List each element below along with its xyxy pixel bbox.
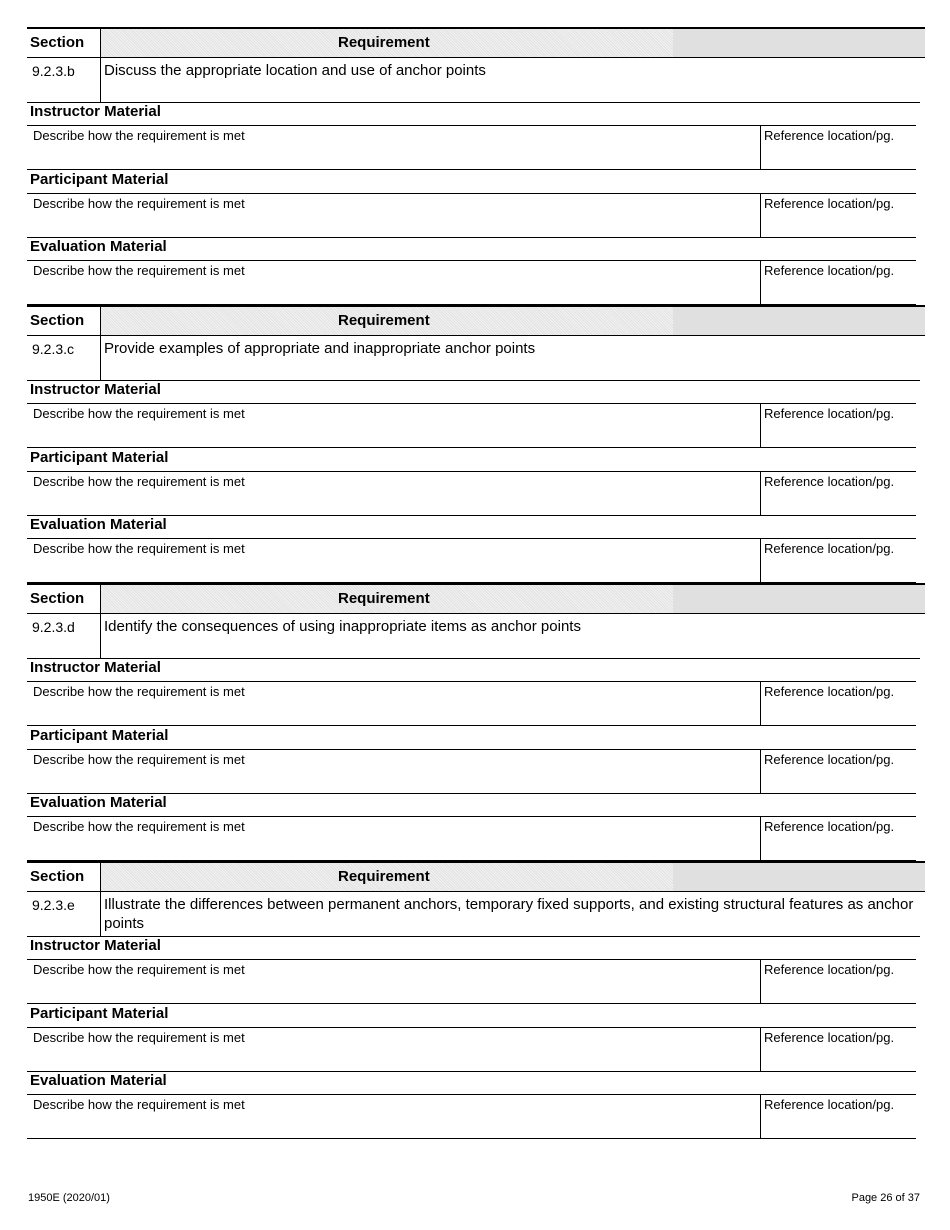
reference-field[interactable]: Reference location/pg. [764, 406, 895, 421]
page-number: Page 26 of 37 [851, 1192, 920, 1204]
describe-field[interactable]: Describe how the requirement is met [33, 263, 245, 278]
participant-material-row [27, 193, 916, 238]
requirement-text: Discuss the appropriate location and use of anchor points [104, 62, 486, 79]
requirement-text: Identify the consequences of using inappropriate items as anchor points [104, 618, 581, 635]
requirement-row [27, 58, 920, 103]
requirement-row [27, 614, 920, 659]
evaluation-material-row [27, 1094, 916, 1139]
table-header [27, 305, 925, 336]
form-id: 1950E (2020/01) [28, 1192, 110, 1204]
requirement-text: Provide examples of appropriate and inappropriate anchor points [104, 340, 536, 357]
reference-field[interactable]: Reference location/pg. [764, 263, 895, 278]
participant-material-row [27, 749, 916, 794]
requirement-text: Illustrate the differences between permanent anchors, temporary fixed supports, and existing structural features as anchor points [104, 896, 914, 932]
participant-material-title: Participant Material [30, 1005, 169, 1022]
reference-field[interactable]: Reference location/pg. [764, 474, 895, 489]
describe-field[interactable]: Describe how the requirement is met [33, 474, 245, 489]
reference-field[interactable]: Reference location/pg. [764, 684, 895, 699]
reference-field[interactable]: Reference location/pg. [764, 962, 895, 977]
requirement-row [27, 892, 920, 937]
requirement-row [27, 336, 920, 381]
instructor-material-title: Instructor Material [30, 381, 161, 398]
table-header [27, 27, 925, 58]
describe-field[interactable]: Describe how the requirement is met [33, 406, 245, 421]
requirement-header-cell [100, 307, 925, 335]
evaluation-material-row [27, 260, 916, 305]
reference-field[interactable]: Reference location/pg. [764, 819, 895, 834]
describe-field[interactable]: Describe how the requirement is met [33, 541, 245, 556]
evaluation-material-title: Evaluation Material [30, 238, 167, 255]
section-number: 9.2.3.b [32, 63, 75, 79]
instructor-material-row [27, 125, 916, 170]
reference-field[interactable]: Reference location/pg. [764, 128, 895, 143]
evaluation-material-title: Evaluation Material [30, 516, 167, 533]
requirement-header-cell [100, 29, 925, 57]
describe-field[interactable]: Describe how the requirement is met [33, 962, 245, 977]
reference-field[interactable]: Reference location/pg. [764, 196, 895, 211]
section-number: 9.2.3.d [32, 619, 75, 635]
evaluation-material-row [27, 538, 916, 583]
section-number: 9.2.3.e [32, 897, 75, 913]
instructor-material-row [27, 959, 916, 1004]
describe-field[interactable]: Describe how the requirement is met [33, 1030, 245, 1045]
requirement-header: Requirement [338, 868, 430, 885]
requirement-block [27, 27, 925, 305]
table-header [27, 861, 925, 892]
requirement-header: Requirement [338, 312, 430, 329]
requirements-form [27, 27, 925, 1139]
describe-field[interactable]: Describe how the requirement is met [33, 684, 245, 699]
section-header: Section [30, 868, 85, 885]
instructor-material-title: Instructor Material [30, 659, 161, 676]
section-header: Section [30, 590, 85, 607]
describe-field[interactable]: Describe how the requirement is met [33, 128, 245, 143]
describe-field[interactable]: Describe how the requirement is met [33, 196, 245, 211]
instructor-material-row [27, 403, 916, 448]
instructor-material-row [27, 681, 916, 726]
describe-field[interactable]: Describe how the requirement is met [33, 752, 245, 767]
reference-field[interactable]: Reference location/pg. [764, 541, 895, 556]
evaluation-material-title: Evaluation Material [30, 794, 167, 811]
requirement-header: Requirement [338, 34, 430, 51]
requirement-block [27, 861, 925, 1139]
describe-field[interactable]: Describe how the requirement is met [33, 819, 245, 834]
reference-field[interactable]: Reference location/pg. [764, 752, 895, 767]
reference-field[interactable]: Reference location/pg. [764, 1097, 895, 1112]
requirement-block [27, 305, 925, 583]
reference-field[interactable]: Reference location/pg. [764, 1030, 895, 1045]
requirement-header-cell [100, 585, 925, 613]
section-header: Section [30, 34, 85, 51]
section-header: Section [30, 312, 85, 329]
instructor-material-title: Instructor Material [30, 937, 161, 954]
requirement-header: Requirement [338, 590, 430, 607]
participant-material-row [27, 1027, 916, 1072]
evaluation-material-row [27, 816, 916, 861]
participant-material-title: Participant Material [30, 727, 169, 744]
requirement-header-cell [100, 863, 925, 891]
describe-field[interactable]: Describe how the requirement is met [33, 1097, 245, 1112]
instructor-material-title: Instructor Material [30, 103, 161, 120]
requirement-block [27, 583, 925, 861]
table-header [27, 583, 925, 614]
participant-material-title: Participant Material [30, 449, 169, 466]
evaluation-material-title: Evaluation Material [30, 1072, 167, 1089]
section-number: 9.2.3.c [32, 341, 75, 357]
participant-material-row [27, 471, 916, 516]
participant-material-title: Participant Material [30, 171, 169, 188]
